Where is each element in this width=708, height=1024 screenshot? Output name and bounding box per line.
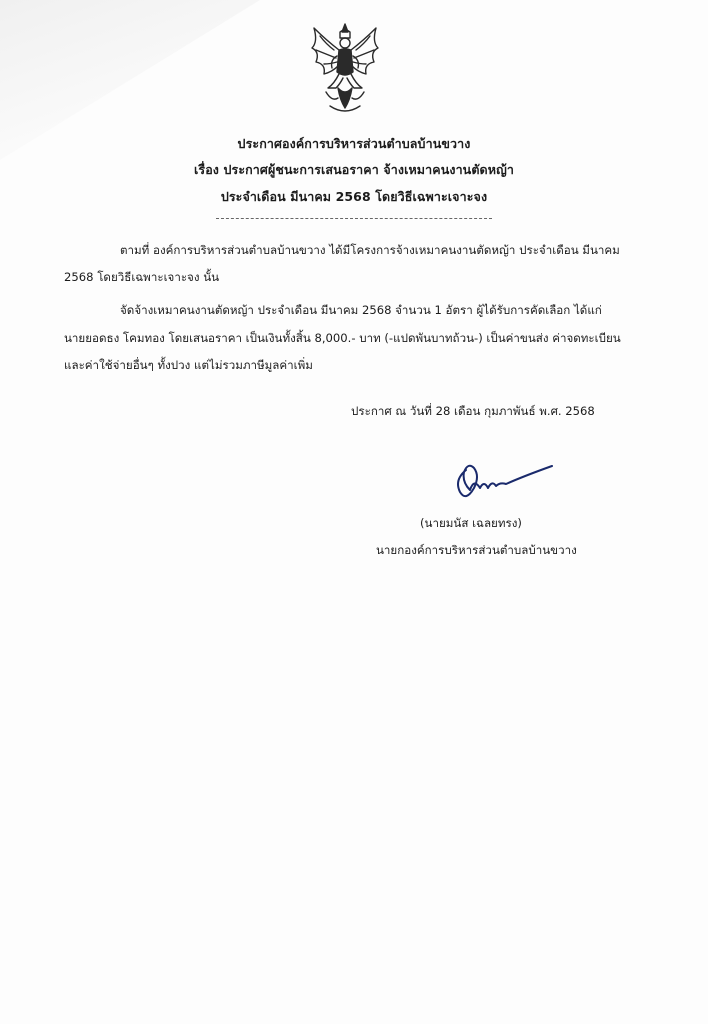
handwritten-signature: [452, 458, 562, 508]
paragraph-2-line-1: จัดจ้างเหมาคนงานตัดหญ้า ประจำเดือน มีนาคม 2568 จำนวน 1 อัตรา ผู้ได้รับการคัดเลือก ได้แก่: [120, 303, 602, 317]
announcement-period: ประจำเดือน มีนาคม 2568 โดยวิธีเฉพาะเจาะจง: [220, 189, 488, 204]
signer-name: (นายมนัส เฉลยทรง): [420, 516, 522, 530]
announcement-subject: เรื่อง ประกาศผู้ชนะการเสนอราคา จ้างเหมาคนงานตัดหญ้า: [194, 162, 514, 177]
paragraph-1-line-1: ตามที่ องค์การบริหารส่วนตำบลบ้านขวาง ได้มีโครงการจ้างเหมาคนงานตัดหญ้า ประจำเดือน มีนาคม: [120, 243, 620, 257]
paragraph-1-line-2: 2568 โดยวิธีเฉพาะเจาะจง นั้น: [64, 270, 220, 284]
announcement-title: ประกาศองค์การบริหารส่วนตำบลบ้านขวาง: [237, 136, 471, 151]
garuda-emblem-icon: [306, 22, 384, 116]
paragraph-2-line-3: และค่าใช้จ่ายอื่นๆ ทั้งปวง แต่ไม่รวมภาษีมูลค่าเพิ่ม: [64, 358, 313, 372]
paragraph-2-line-2: นายยอดธง โคมทอง โดยเสนอราคา เป็นเงินทั้งสิ้น 8,000.- บาท (-แปดพันบาทถ้วน-) เป็นค่าขนส่ง ค่าจดทะเบียน: [64, 331, 621, 345]
announcement-date: ประกาศ ณ วันที่ 28 เดือน กุมภาพันธ์ พ.ศ. 2568: [351, 404, 595, 418]
signer-title: นายกองค์การบริหารส่วนตำบลบ้านขวาง: [376, 543, 577, 557]
dashed-divider: [216, 218, 492, 219]
